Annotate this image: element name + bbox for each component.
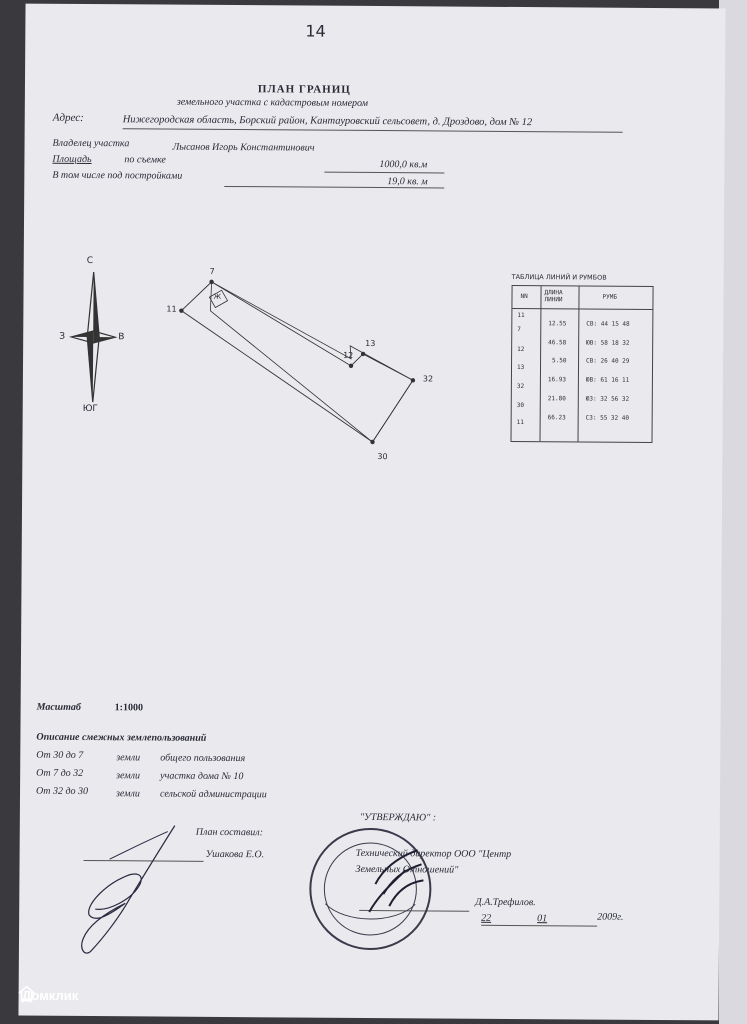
neighbor-desc: сельской администрации [159, 788, 267, 801]
approve-date-line [481, 925, 597, 927]
compass-east: В [118, 332, 125, 343]
plot-point-label: 30 [377, 452, 388, 462]
neighbor-desc: общего пользования [160, 752, 246, 765]
table-row-length: 12.55 [548, 320, 567, 328]
document-title: ПЛАН ГРАНИЦ [257, 83, 351, 96]
scale-value: 1:1000 [114, 702, 144, 714]
approver-name: Д.А.Трефилов. [475, 896, 536, 909]
approve-label: "УТВЕРЖДАЮ" : [359, 811, 437, 824]
area-value: 1000,0 кв.м [379, 159, 428, 171]
table-row-nn: 32 [516, 383, 525, 391]
table-row-rumb: СВ: 26 40 29 [586, 357, 630, 365]
table-title: ТАБЛИЦА ЛИНИЙ И РУМБОВ [511, 272, 607, 282]
built-value: 19,0 кв. м [387, 176, 428, 188]
table-row-length: 16.93 [547, 376, 567, 384]
table-header: NN [520, 293, 528, 301]
lines-bearings-table [510, 285, 653, 443]
table-row-nn: 11 [517, 312, 525, 320]
owner-label: Владелец участка [52, 137, 130, 150]
built-label: В том числе под постройками [52, 169, 183, 182]
approve-date-month: 01 [537, 913, 548, 925]
table-header: РУМБ [602, 293, 617, 301]
approver-title-line1: Технический директор ООО "Центр [355, 847, 512, 860]
plot-point-label: 12 [343, 350, 354, 360]
compass-south: ЮГ [82, 403, 98, 415]
table-row-rumb: СВ: 44 15 48 [586, 320, 630, 328]
scale-label: Масштаб [36, 701, 81, 713]
table-row-nn: 7 [517, 326, 521, 334]
neighbors-title: Описание смежных землепользований [36, 731, 207, 744]
composer-signature [49, 819, 190, 960]
address-label: Адрес: [52, 111, 84, 124]
approve-date-day: 22 [481, 912, 492, 924]
table-header: ДЛИНА ЛИНИИ [544, 289, 563, 304]
plot-point-label: 13 [365, 338, 376, 349]
compass-west: З [59, 331, 66, 342]
area-label: Площадь [52, 153, 92, 166]
table-row-nn: 13 [516, 364, 525, 372]
owner-value: Лысанов Игорь Константинович [172, 141, 315, 154]
official-stamp [305, 824, 436, 955]
address-value: Нижегородская область, Борский район, Кантауровский сельсовет, д. Дроздово, дом № 12 [122, 114, 533, 129]
neighbor-range: От 32 до 30 [36, 785, 89, 798]
watermark-text: Домклик [22, 988, 79, 1003]
area-method: по съемке [124, 154, 166, 166]
built-underline [224, 186, 444, 189]
plot-point-label: 7 [209, 266, 215, 276]
table-row-rumb: ЮВ: 58 18 32 [586, 339, 630, 347]
document-subtitle: земельного участка с кадастровым номером [176, 96, 369, 109]
building-mark: Ж [213, 292, 222, 301]
neighbor-type: земли [116, 752, 141, 764]
neighbor-desc: участка дома № 10 [160, 770, 244, 783]
table-row-length: 46.58 [548, 339, 567, 347]
table-row-nn: 30 [516, 402, 525, 410]
page-number: 14 [305, 21, 326, 41]
approver-title-line2: Земельных Отношений" [355, 863, 459, 876]
neighbor-type: земли [116, 770, 141, 782]
table-row-rumb: ЮВ: 61 16 11 [585, 376, 630, 384]
address-underline [123, 128, 623, 132]
approve-date-year: 2009г. [597, 911, 624, 923]
table-row-rumb: ЮЗ: 32 56 32 [585, 395, 630, 403]
neighbor-range: От 30 до 7 [36, 749, 84, 761]
composer-label: План составил: [195, 826, 263, 839]
plot-point-label: 11 [166, 304, 177, 314]
neighbor-range: От 7 до 32 [36, 767, 84, 779]
land-plot-drawing [172, 273, 433, 455]
table-row-nn: 11 [516, 419, 524, 427]
document-page [18, 4, 725, 1021]
plot-point-label: 32 [422, 374, 434, 384]
neighbor-type: земли [115, 788, 140, 800]
table-row-rumb: СЗ: 55 32 40 [585, 414, 630, 422]
table-row-length: 21.80 [547, 395, 566, 403]
area-underline [324, 172, 444, 174]
table-row-length: 66.23 [547, 414, 566, 422]
table-row-length: 5.50 [552, 357, 567, 365]
compass-north: С [86, 256, 94, 267]
table-row-nn: 12 [517, 346, 525, 354]
composer-name: Ушакова Е.О. [205, 848, 265, 861]
